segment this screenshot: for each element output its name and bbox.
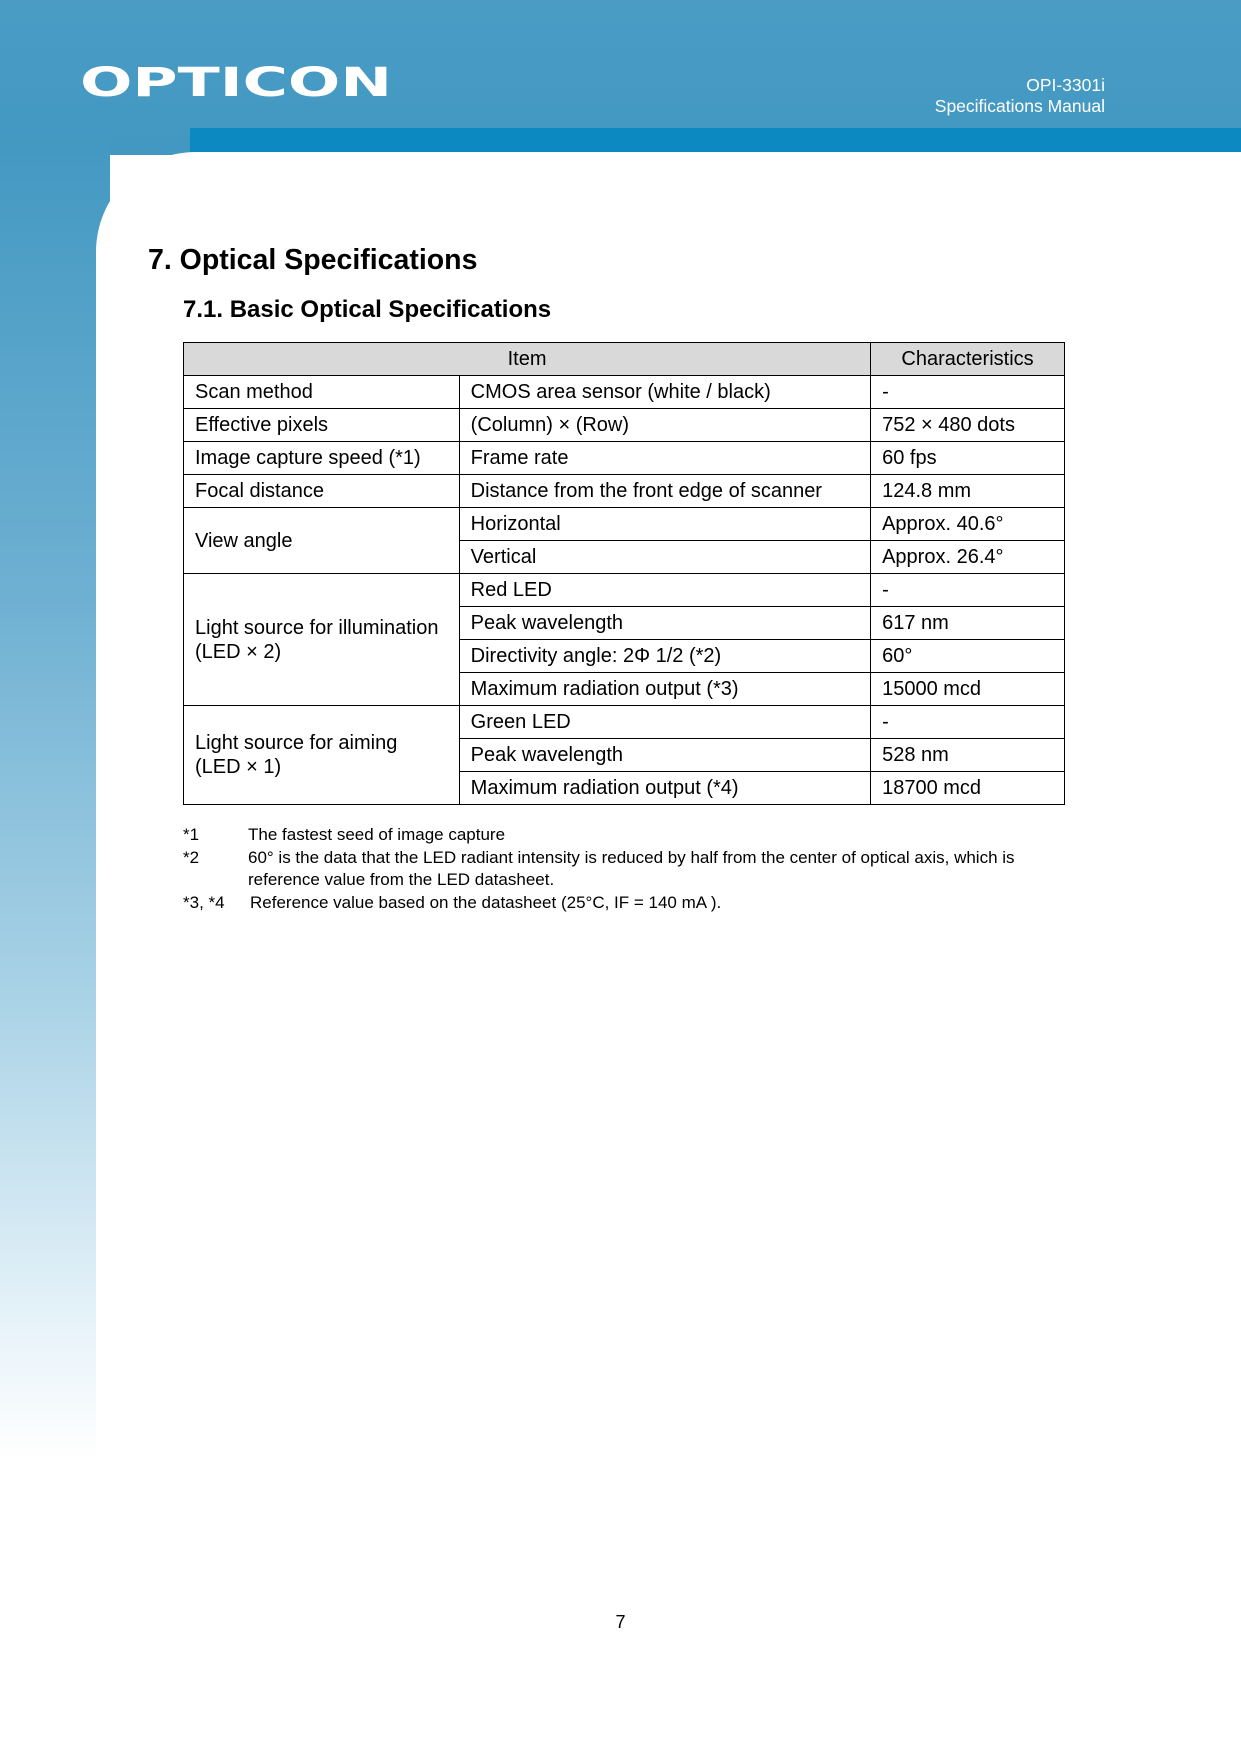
footnote-2	[183, 847, 1103, 892]
aiming-label-line2: (LED × 1)	[195, 756, 282, 778]
row-value: 752 × 480 dots	[871, 409, 1065, 442]
table-row	[184, 508, 1065, 541]
table-row	[184, 442, 1065, 475]
row-value: 528 nm	[871, 739, 1065, 772]
row-detail: Green LED	[459, 706, 870, 739]
row-value: Approx. 26.4°	[871, 541, 1065, 574]
footnote-3	[183, 892, 1103, 915]
header-characteristics: Characteristics	[871, 343, 1065, 376]
svg-text:OPTICON: OPTICON	[80, 64, 392, 100]
left-gradient-strip	[0, 130, 110, 1460]
table-row	[184, 475, 1065, 508]
illumination-label-line1: Light source for illumination	[195, 616, 439, 639]
header-stripe	[190, 128, 1241, 152]
footnote-1	[183, 824, 1103, 847]
row-value: 617 nm	[871, 607, 1065, 640]
document-title: Specifications Manual	[934, 96, 1105, 116]
row-detail: Directivity angle: 2Φ 1/2 (*2)	[459, 640, 870, 673]
row-detail: Peak wavelength	[459, 607, 870, 640]
header-item: Item	[184, 343, 871, 376]
row-label: Focal distance	[184, 475, 460, 508]
subsection-title: 7.1. Basic Optical Specifications	[183, 296, 552, 323]
row-label: Image capture speed (*1)	[184, 442, 460, 475]
aiming-label-line1: Light source for aiming	[195, 732, 398, 754]
optical-spec-table	[183, 342, 1065, 805]
row-value: 60°	[871, 640, 1065, 673]
footnote-text-line2: reference value from the LED datasheet.	[248, 870, 555, 889]
illumination-label-line2: (LED × 2)	[195, 640, 282, 663]
row-label: Scan method	[184, 376, 460, 409]
row-value: Approx. 40.6°	[871, 508, 1065, 541]
table-row	[184, 574, 1065, 607]
row-detail: Frame rate	[459, 442, 870, 475]
footnote-mark: *2	[183, 847, 200, 867]
footnote-mark: *1	[183, 825, 200, 844]
table-row	[184, 706, 1065, 739]
opticon-logo	[80, 64, 392, 100]
row-detail: Distance from the front edge of scanner	[459, 475, 870, 508]
footnote-text: Reference value based on the datasheet (25°C, IF = 140 mA ).	[250, 892, 722, 912]
row-value: 60 fps	[871, 442, 1065, 475]
document-model: OPI-3301i	[1026, 75, 1105, 95]
row-label: View angle	[184, 508, 460, 574]
row-detail: CMOS area sensor (white / black)	[459, 376, 870, 409]
row-label-aiming	[184, 706, 460, 805]
row-label-illumination	[184, 574, 460, 706]
table-row	[184, 376, 1065, 409]
row-detail: Maximum radiation output (*3)	[459, 673, 870, 706]
table-row	[184, 409, 1065, 442]
row-detail: Red LED	[459, 574, 870, 607]
footnote-text-line1: 60° is the data that the LED radiant intensity is reduced by half from the center of optical axis, which is	[248, 847, 1015, 867]
table-header-row	[184, 343, 1065, 376]
row-value: 18700 mcd	[871, 772, 1065, 805]
row-value: -	[871, 574, 1065, 607]
footnote-text: The fastest seed of image capture	[248, 825, 506, 844]
document-id	[935, 75, 1105, 117]
section-title: 7. Optical Specifications	[148, 244, 478, 276]
page-number: 7	[615, 1612, 626, 1632]
row-value: 124.8 mm	[871, 475, 1065, 508]
row-detail: Maximum radiation output (*4)	[459, 772, 870, 805]
row-detail: Vertical	[459, 541, 870, 574]
row-detail: Peak wavelength	[459, 739, 870, 772]
footnotes	[183, 824, 1103, 914]
row-label: Effective pixels	[184, 409, 460, 442]
row-value: -	[871, 376, 1065, 409]
footnote-mark: *3, *4	[183, 892, 225, 912]
row-value: 15000 mcd	[871, 673, 1065, 706]
row-value: -	[871, 706, 1065, 739]
row-detail: (Column) × (Row)	[459, 409, 870, 442]
row-detail: Horizontal	[459, 508, 870, 541]
